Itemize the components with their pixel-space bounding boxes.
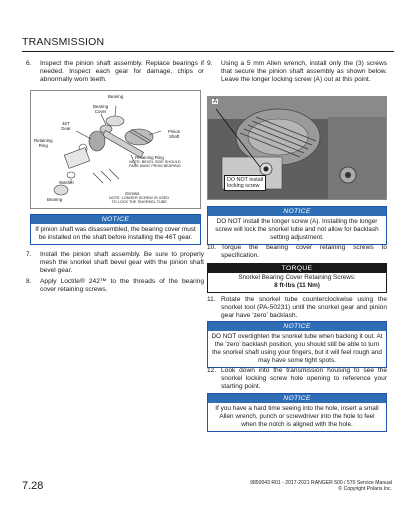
notice-text: DO NOT install the longer screw (A). Installing the longer screw will lock the snorkel tube and not allow for backlash setting adjustment.	[215, 218, 379, 241]
torque-title: TORQUE	[208, 264, 386, 273]
step-text: Apply Loctite® 242™ to the threads of the bearing cover retaining screws.	[40, 278, 204, 294]
notice-longer-screw	[207, 206, 387, 245]
label-screw-a: A	[213, 98, 218, 105]
left-column	[26, 60, 204, 84]
label-screws-note: NOTE: LONGER SCREW IS USED TO LOCK THE SNORKEL TUBE	[109, 196, 170, 205]
header-rule	[22, 51, 394, 52]
step-text: Inspect the pinion shaft assembly. Replace bearings if needed. Inspect each gear for damage, chips or abnormally worn teeth.	[40, 60, 204, 84]
notice-title: NOTICE	[208, 207, 386, 216]
footer-copyright: © Copyright Polaris Inc.	[338, 486, 392, 493]
step-number: 11.	[207, 296, 216, 303]
notice-text: DO NOT overtighten the snorkel tube when backing it out. At the ‘zero’ backlash position, you should still be able to turn the snorkel shaft using your fingers, but it will feel rough and may have some tight spots.	[211, 333, 383, 364]
label-retaining-ring-note: NOTE: BEVEL SIDE SHOULD FACE AWAY FROM BEARING	[129, 160, 181, 169]
section-title: TRANSMISSION	[22, 36, 105, 48]
step-number: 8.	[26, 278, 32, 286]
label-screws-title: Screws	[125, 191, 140, 196]
footer-doc-info	[250, 480, 392, 493]
torque-spec-box	[207, 263, 387, 293]
notice-bearing-cover	[30, 214, 201, 245]
right-step-10	[207, 244, 387, 260]
step-number: 9.	[207, 60, 213, 67]
right-column	[207, 60, 387, 84]
label-washer: Washer	[59, 180, 74, 185]
notice-text: If you have a hard time seeing into the hole, insert a small Allen wrench, punch or screwdriver into the hole to feel when the notch is aligned with the hole.	[215, 405, 379, 428]
label-bearing-cover: Bearing Cover	[93, 104, 109, 114]
step-text: Rotate the snorkel tube counterclockwise using the snorkel tool (PA-50231) until the snorkel gear and pinion gear have ‘zero’ backlash.	[221, 296, 387, 320]
callout-do-not-install: DO NOT install locking screw	[224, 175, 266, 191]
label-retaining-ring-left: Retaining Ring	[34, 138, 53, 148]
step-number: 10.	[207, 244, 217, 251]
label-retaining-ring-title: Retaining Ring	[135, 155, 164, 160]
step-number: 12.	[207, 367, 217, 374]
step-9	[207, 60, 387, 84]
step-7	[26, 251, 204, 275]
step-number: 6.	[26, 60, 32, 67]
torque-label: Snorkel Bearing Cover Retaining Screws:	[238, 274, 356, 281]
step-text: Install the pinion shaft assembly. Be sure to properly mesh the snorkel shaft bevel gear with the pinion shaft bevel gear.	[40, 251, 204, 275]
right-step-12	[207, 367, 387, 391]
label-bearing-bottom: Bearing	[47, 197, 63, 202]
page-number: 7.28	[22, 480, 44, 492]
step-text: Torque the bearing cover retaining screws to specification.	[221, 244, 387, 260]
notice-text: If pinion shaft was disassembled, the bearing cover must be installed on the shaft before installing the 46T gear.	[35, 226, 196, 241]
notice-title: NOTICE	[208, 394, 386, 403]
pinion-shaft-exploded-figure	[30, 90, 201, 209]
step-8	[26, 278, 204, 294]
torque-value: 8 ft-lbs (11 Nm)	[274, 282, 320, 289]
step-6	[26, 60, 204, 84]
left-column-lower	[26, 251, 204, 294]
footer-doc-line: 9850043 R01 - 2017-2021 RANGER 500 / 570 Service Manual	[250, 480, 392, 486]
step-text: Look down into the transmission housing to see the snorkel locking screw hole opening to reference your starting point.	[221, 367, 387, 391]
step-12	[207, 367, 387, 391]
notice-title: NOTICE	[31, 215, 200, 224]
gear-housing-photo	[207, 96, 387, 200]
label-bearing-top: Bearing	[108, 94, 124, 99]
step-10	[207, 244, 387, 260]
torque-body	[208, 273, 386, 292]
notice-allen-wrench	[207, 393, 387, 432]
right-step-11	[207, 296, 387, 320]
step-text: Using a 5 mm Allen wrench, install only the (3) screws that secure the pinion shaft assembly as shown below. Leave the longer locking screw (A) out at this point.	[221, 60, 387, 84]
notice-title: NOTICE	[208, 322, 386, 331]
step-number: 7.	[26, 251, 32, 258]
notice-overtighten	[207, 321, 387, 368]
label-pinion-shaft: Pinion Shaft	[168, 129, 181, 139]
label-46t-gear: 46T Gear	[61, 121, 71, 131]
step-11	[207, 296, 387, 320]
exploded-view-drawing	[31, 91, 201, 209]
